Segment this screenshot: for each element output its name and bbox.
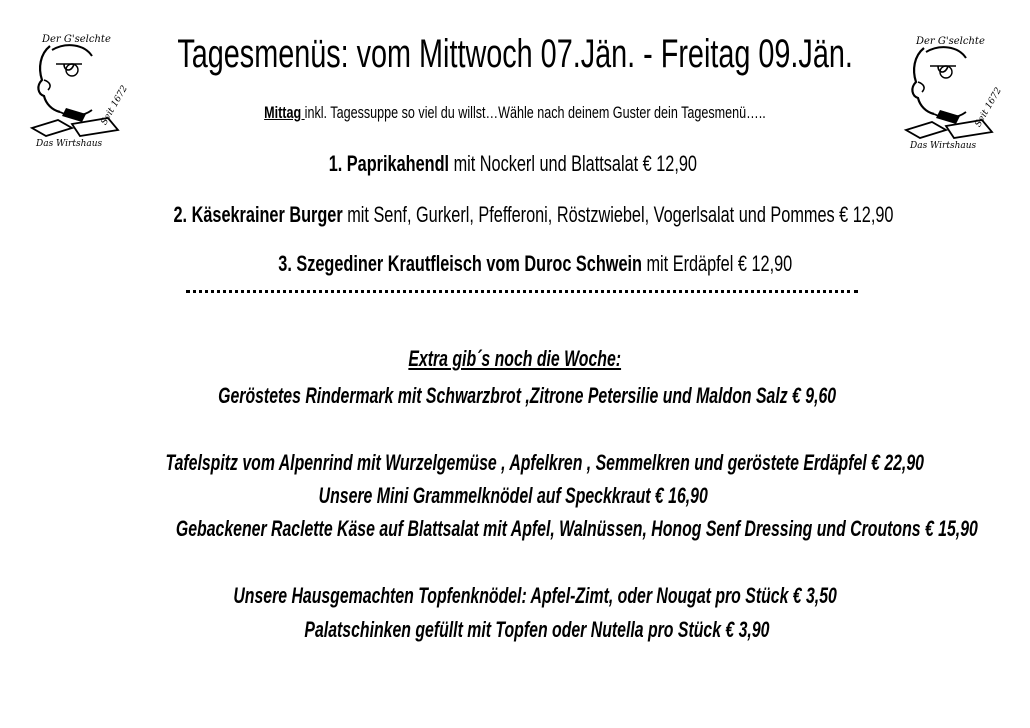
dotted-divider <box>186 290 858 293</box>
extra-item-text: Gebackener Raclette Käse auf Blattsalat mit Apfel, Walnüssen, Honog Senf Dressing und Croutons € 15,90 <box>175 516 978 541</box>
extra-item-text: Palatschinken gefüllt mit Topfen oder Nutella pro Stück € 3,90 <box>304 617 770 642</box>
page-title-text: Tagesmenüs: vom Mittwoch 07.Jän. - Freitag 09.Jän. <box>177 32 853 76</box>
daily-dish-1 <box>0 150 1028 178</box>
extra-item-6 <box>22 616 1030 644</box>
extra-item-1 <box>12 382 1030 410</box>
dish-description: mit Senf, Gurkerl, Pfefferoni, Röstzwiebel, Vogerlsalat und Pommes € 12,90 <box>342 202 893 227</box>
extra-item-text: Unsere Mini Grammelknödel auf Speckkraut € 16,90 <box>318 483 708 508</box>
page-title <box>0 30 1030 78</box>
dish-name: 2. Käsekrainer Burger <box>173 202 343 227</box>
daily-dish-2 <box>18 201 1030 229</box>
logo-script-top: Der G'selchte <box>42 34 111 45</box>
logo-script-bottom: Das Wirtshaus <box>36 139 103 149</box>
daily-dish-3 <box>20 250 1030 278</box>
extra-item-4 <box>20 515 1030 543</box>
subtitle <box>0 102 1030 124</box>
dish-name: 3. Szegediner Krautfleisch vom Duroc Schwein <box>278 251 642 276</box>
extra-item-text: Tafelspitz vom Alpenrind mit Wurzelgemüse , Apfelkren , Semmelkren und geröstete Erdäpfel € 22,90 <box>165 450 924 475</box>
dish-description: mit Nockerl und Blattsalat € 12,90 <box>449 151 698 176</box>
extra-item-3 <box>0 482 1028 510</box>
logo-script-top: Der G'selchte <box>916 36 985 47</box>
extra-item-5 <box>20 582 1030 610</box>
extra-item-text: Geröstetes Rindermark mit Schwarzbrot ,Zitrone Petersilie und Maldon Salz € 9,60 <box>218 383 836 408</box>
subtitle-text: inkl. Tagessuppe so viel du willst…Wähle nach deinem Guster dein Tagesmenü….. <box>304 103 766 122</box>
subtitle-line <box>264 102 766 124</box>
logo-script-bottom: Das Wirtshaus <box>910 141 977 151</box>
logo-badge: Seit 1672 <box>99 84 130 127</box>
extras-heading-text: Extra gib´s noch die Woche: <box>408 346 622 371</box>
logo-badge: Seit 1672 <box>973 86 1004 129</box>
subtitle-mittag: Mittag <box>264 103 305 122</box>
extras-heading <box>0 345 1030 373</box>
extra-item-2 <box>18 449 1030 477</box>
dish-description: mit Erdäpfel € 12,90 <box>641 251 792 276</box>
extra-item-text: Unsere Hausgemachten Topfenknödel: Apfel-Zimt, oder Nougat pro Stück € 3,50 <box>233 583 837 608</box>
dish-name: 1. Paprikahendl <box>328 151 450 176</box>
